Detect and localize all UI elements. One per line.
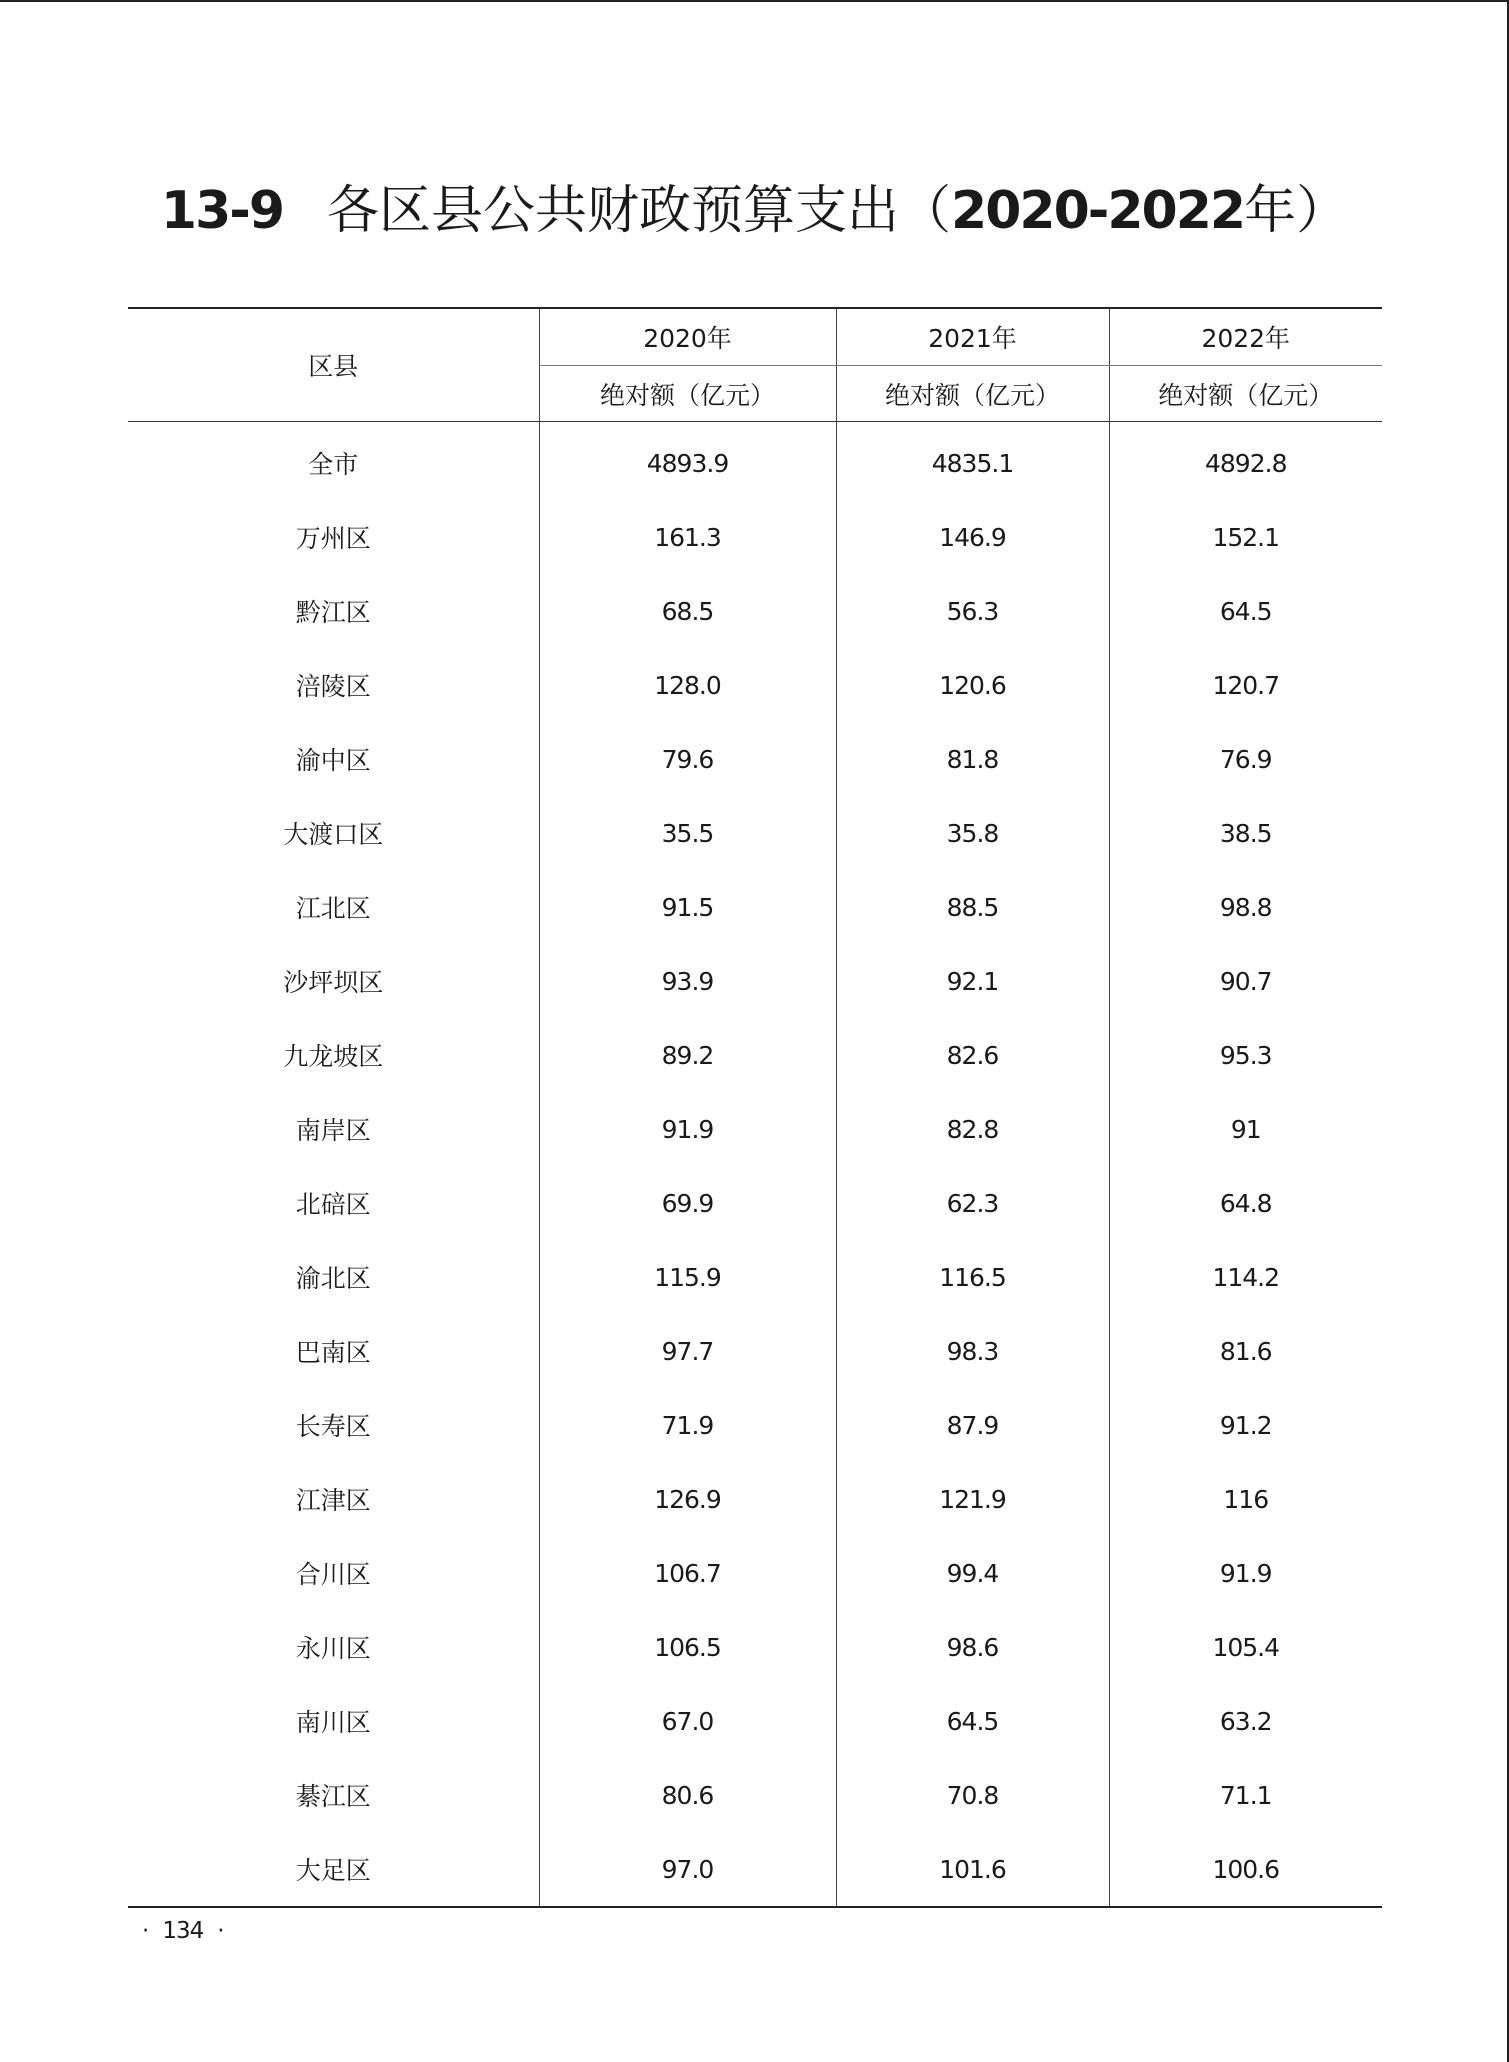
value-2021-cell: 70.8 [836,1758,1109,1832]
value-2020-cell: 115.9 [539,1240,836,1314]
table-row [128,1758,1382,1832]
value-2021-cell: 116.5 [836,1240,1109,1314]
value-2020-cell: 68.5 [539,574,836,648]
value-2021-cell: 87.9 [836,1388,1109,1462]
value-2022-cell: 63.2 [1109,1684,1382,1758]
value-2021-cell: 92.1 [836,944,1109,1018]
region-cell: 九龙坡区 [283,1042,384,1071]
value-2021-cell: 98.3 [836,1314,1109,1388]
value-2020-cell: 79.6 [539,722,836,796]
value-2021-cell: 62.3 [836,1166,1109,1240]
table-body [128,422,1382,1908]
value-2022-cell: 105.4 [1109,1610,1382,1684]
table-number: 13-9 [160,181,284,241]
value-2020-cell: 106.7 [539,1536,836,1610]
region-cell: 黔江区 [295,598,371,627]
value-2020-cell: 71.9 [539,1388,836,1462]
region-cell: 渝北区 [295,1264,371,1293]
region-cell: 南川区 [295,1708,371,1737]
region-cell: 渝中区 [295,746,371,775]
table-row [128,1462,1382,1536]
unit-header-2020: 绝对额（亿元） [539,366,836,422]
value-2021-cell: 146.9 [836,500,1109,574]
region-cell: 江津区 [295,1486,371,1515]
table-row [128,1832,1382,1907]
table-row [128,500,1382,574]
year-header-2021: 2021年 [836,308,1109,366]
region-cell: 全市 [308,450,359,479]
value-2022-cell: 91.9 [1109,1536,1382,1610]
region-cell: 沙坪坝区 [283,968,384,997]
value-2021-cell: 101.6 [836,1832,1109,1907]
expenditure-table [128,307,1382,1908]
value-2022-cell: 4892.8 [1109,422,1382,501]
value-2021-cell: 64.5 [836,1684,1109,1758]
value-2022-cell: 100.6 [1109,1832,1382,1907]
value-2020-cell: 97.0 [539,1832,836,1907]
table-row [128,574,1382,648]
value-2020-cell: 128.0 [539,648,836,722]
value-2022-cell: 116 [1109,1462,1382,1536]
region-column-header: 区县 [128,308,539,422]
region-cell: 南岸区 [295,1116,371,1145]
region-cell: 永川区 [295,1634,371,1663]
value-2022-cell: 114.2 [1109,1240,1382,1314]
table-row [128,422,1382,501]
value-2022-cell: 64.8 [1109,1166,1382,1240]
table-row [128,1166,1382,1240]
table-row [128,1388,1382,1462]
page-number-value: 134 [162,1918,204,1944]
unit-header-2022: 绝对额（亿元） [1109,366,1382,422]
table-row [128,870,1382,944]
table-row [128,1684,1382,1758]
page-border-top [0,0,1509,2]
value-2020-cell: 126.9 [539,1462,836,1536]
value-2020-cell: 69.9 [539,1166,836,1240]
value-2021-cell: 82.8 [836,1092,1109,1166]
value-2022-cell: 91.2 [1109,1388,1382,1462]
year-header-2020: 2020年 [539,308,836,366]
value-2022-cell: 95.3 [1109,1018,1382,1092]
value-2020-cell: 4893.9 [539,422,836,501]
region-cell: 大足区 [128,1832,539,1907]
unit-header-2021: 绝对额（亿元） [836,366,1109,422]
region-cell: 大渡口区 [283,820,384,849]
page-number [128,1918,238,1944]
table-title-years: 2020-2022 [951,181,1245,241]
table-row [128,796,1382,870]
table-row [128,1018,1382,1092]
value-2021-cell: 81.8 [836,722,1109,796]
value-2021-cell: 121.9 [836,1462,1109,1536]
value-2020-cell: 93.9 [539,944,836,1018]
value-2022-cell: 71.1 [1109,1758,1382,1832]
page-number-dot-right: · [217,1918,224,1944]
region-cell: 江北区 [295,894,371,923]
value-2022-cell: 90.7 [1109,944,1382,1018]
page-title [0,175,1509,247]
region-cell: 合川区 [295,1560,371,1589]
value-2020-cell: 67.0 [539,1684,836,1758]
region-cell: 北碚区 [295,1190,371,1219]
value-2022-cell: 152.1 [1109,500,1382,574]
value-2022-cell: 98.8 [1109,870,1382,944]
table-row [128,944,1382,1018]
value-2020-cell: 91.5 [539,870,836,944]
value-2020-cell: 80.6 [539,1758,836,1832]
region-cell: 长寿区 [295,1412,371,1441]
table-row [128,722,1382,796]
value-2022-cell: 64.5 [1109,574,1382,648]
table-row [128,1536,1382,1610]
table-title-text: 各区县公共财政预算支出（ [327,181,952,241]
value-2020-cell: 106.5 [539,1610,836,1684]
value-2022-cell: 91 [1109,1092,1382,1166]
value-2022-cell: 120.7 [1109,648,1382,722]
table-row [128,1092,1382,1166]
page-number-dot-left: · [142,1918,149,1944]
region-cell: 万州区 [295,524,371,553]
value-2020-cell: 91.9 [539,1092,836,1166]
value-2021-cell: 99.4 [836,1536,1109,1610]
table-row [128,1610,1382,1684]
value-2021-cell: 120.6 [836,648,1109,722]
value-2021-cell: 98.6 [836,1610,1109,1684]
table-row [128,1240,1382,1314]
value-2021-cell: 88.5 [836,870,1109,944]
value-2021-cell: 82.6 [836,1018,1109,1092]
value-2021-cell: 4835.1 [836,422,1109,501]
value-2020-cell: 161.3 [539,500,836,574]
value-2022-cell: 76.9 [1109,722,1382,796]
region-cell: 巴南区 [295,1338,371,1367]
region-cell: 涪陵区 [295,672,371,701]
value-2022-cell: 38.5 [1109,796,1382,870]
value-2021-cell: 35.8 [836,796,1109,870]
region-cell: 綦江区 [295,1782,371,1811]
value-2020-cell: 89.2 [539,1018,836,1092]
table-row [128,1314,1382,1388]
year-header-2022: 2022年 [1109,308,1382,366]
table-title-suffix: 年） [1244,181,1349,241]
value-2020-cell: 35.5 [539,796,836,870]
value-2020-cell: 97.7 [539,1314,836,1388]
value-2021-cell: 56.3 [836,574,1109,648]
table-row [128,648,1382,722]
value-2022-cell: 81.6 [1109,1314,1382,1388]
